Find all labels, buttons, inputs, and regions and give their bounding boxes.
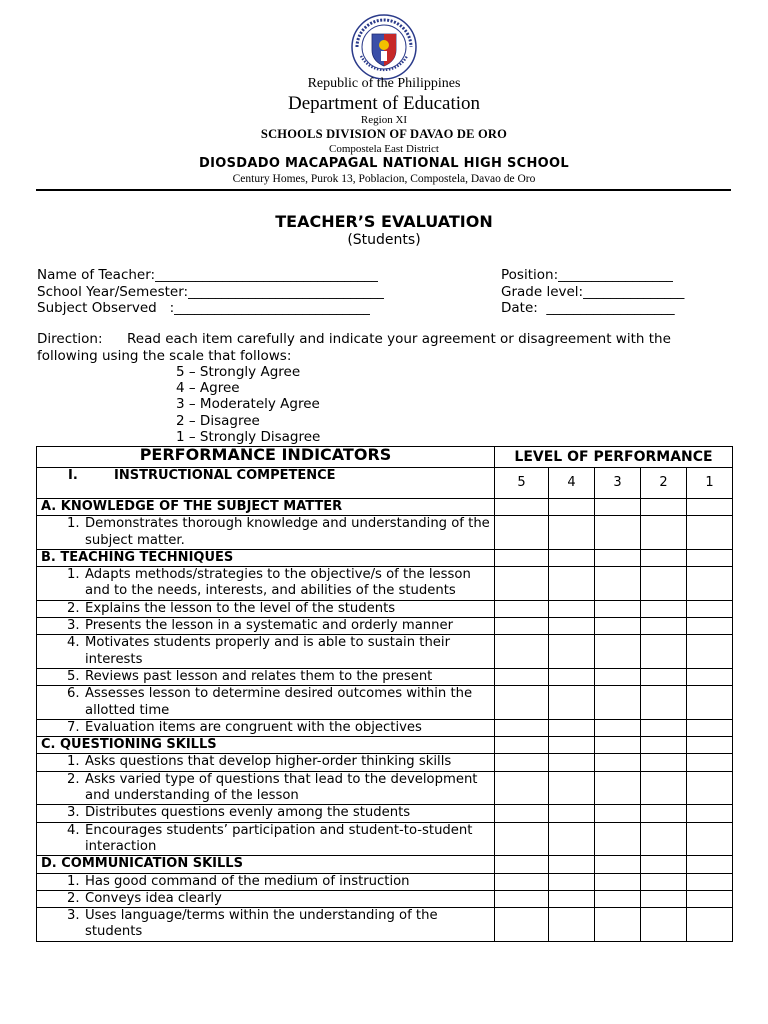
rating-cell[interactable]: [595, 890, 641, 907]
indicator-number: 3.: [67, 618, 80, 634]
indicator-cell: [37, 822, 495, 856]
indicator-number: 1.: [67, 567, 80, 583]
rating-cell[interactable]: [595, 805, 641, 822]
indicator-row: [37, 822, 733, 856]
section-title: C. QUESTIONING SKILLS: [37, 737, 495, 754]
rating-cell[interactable]: [495, 600, 549, 617]
performance-indicators-header: PERFORMANCE INDICATORS: [37, 447, 495, 468]
rating-cell[interactable]: [495, 567, 549, 601]
section-row: [37, 856, 733, 873]
rating-cell[interactable]: [641, 908, 687, 942]
level-1-header: 1: [687, 468, 733, 499]
indicator-number: 3.: [67, 908, 80, 924]
indicator-row: [37, 668, 733, 685]
rating-cell[interactable]: [687, 873, 733, 890]
scale-item: 5 – Strongly Agree: [176, 364, 301, 380]
rating-cell[interactable]: [687, 567, 733, 601]
rating-cell[interactable]: [641, 873, 687, 890]
indicator-text: Encourages students’ participation and student-to-student interaction: [85, 822, 473, 854]
rating-cell-empty: [595, 499, 641, 516]
rating-cell[interactable]: [641, 754, 687, 771]
rating-cell[interactable]: [641, 890, 687, 907]
indicator-row: [37, 600, 733, 617]
rating-cell-empty: [595, 549, 641, 566]
rating-cell[interactable]: [495, 754, 549, 771]
rating-cell[interactable]: [495, 719, 549, 736]
rating-cell[interactable]: [495, 516, 549, 550]
rating-cell[interactable]: [549, 719, 595, 736]
header-district: Compostela East District: [329, 143, 439, 155]
indicator-row: [37, 771, 733, 805]
rating-cell[interactable]: [595, 908, 641, 942]
indicator-row: [37, 805, 733, 822]
indicator-text: Demonstrates thorough knowledge and understanding of the subject matter.: [85, 516, 490, 548]
rating-cell-empty: [641, 737, 687, 754]
evaluation-table: [36, 446, 733, 942]
rating-cell[interactable]: [641, 822, 687, 856]
rating-cell[interactable]: [641, 771, 687, 805]
rating-cell[interactable]: [595, 600, 641, 617]
direction-paragraph: [37, 331, 731, 364]
direction-label: Direction:: [37, 331, 103, 347]
indicator-number: 4.: [67, 635, 80, 651]
rating-cell[interactable]: [549, 635, 595, 669]
indicator-number: 4.: [67, 822, 80, 838]
indicator-text: Conveys idea clearly: [85, 890, 222, 906]
rating-cell[interactable]: [595, 822, 641, 856]
rating-cell-empty: [549, 737, 595, 754]
header-division: SCHOOLS DIVISION OF DAVAO DE ORO: [260, 127, 508, 141]
rating-cell[interactable]: [641, 805, 687, 822]
indicator-text: Adapts methods/strategies to the objective/s of the lesson and to the needs, interests, and abilities of the students: [85, 567, 471, 599]
rating-cell[interactable]: [595, 668, 641, 685]
indicator-cell: [37, 754, 495, 771]
rating-cell[interactable]: [687, 908, 733, 942]
indicator-number: 5.: [67, 668, 80, 684]
rating-cell[interactable]: [495, 822, 549, 856]
rating-cell[interactable]: [641, 668, 687, 685]
rating-cell[interactable]: [595, 686, 641, 720]
indicator-cell: [37, 805, 495, 822]
rating-cell-empty: [641, 549, 687, 566]
level-5-header: 5: [495, 468, 549, 499]
rating-cell-empty: [687, 856, 733, 873]
level-of-performance-header: LEVEL OF PERFORMANCE: [495, 447, 733, 468]
header-region: Region XI: [360, 114, 408, 126]
indicator-text: Assesses lesson to determine desired outcomes within the allotted time: [85, 686, 473, 718]
name-of-teacher-field[interactable]: Name of Teacher:_________________________________: [37, 267, 378, 283]
rating-cell-empty: [641, 856, 687, 873]
indicator-cell: [37, 668, 495, 685]
rating-cell[interactable]: [549, 908, 595, 942]
header-republic: Republic of the Philippines: [307, 76, 461, 91]
rating-cell[interactable]: [687, 754, 733, 771]
school-year-field[interactable]: School Year/Semester:_____________________________: [37, 284, 384, 300]
date-field[interactable]: Date: ___________________: [501, 300, 675, 316]
rating-cell-empty: [495, 499, 549, 516]
rating-cell-empty: [687, 549, 733, 566]
indicator-text: Explains the lesson to the level of the students: [85, 600, 396, 616]
level-2-header: 2: [641, 468, 687, 499]
competence-number: I.: [68, 468, 78, 483]
rating-cell[interactable]: [687, 822, 733, 856]
section-row: [37, 737, 733, 754]
section-row: [37, 499, 733, 516]
indicator-text: Distributes questions evenly among the students: [85, 805, 411, 821]
rating-cell[interactable]: [687, 890, 733, 907]
indicator-text: Asks questions that develop higher-order thinking skills: [85, 754, 452, 770]
direction-text: Read each item carefully and indicate your agreement or disagreement with the following using the scale that follows:: [37, 331, 671, 364]
rating-cell[interactable]: [641, 618, 687, 635]
rating-cell[interactable]: [595, 719, 641, 736]
rating-cell[interactable]: [641, 635, 687, 669]
indicator-cell: [37, 771, 495, 805]
rating-cell[interactable]: [495, 805, 549, 822]
rating-cell[interactable]: [687, 771, 733, 805]
rating-cell[interactable]: [641, 719, 687, 736]
rating-cell[interactable]: [549, 890, 595, 907]
form-subtitle: (Students): [347, 232, 421, 248]
rating-cell[interactable]: [549, 600, 595, 617]
header-address: Century Homes, Purok 13, Poblacion, Compostela, Davao de Oro: [232, 173, 536, 185]
indicator-row: [37, 873, 733, 890]
indicator-row: [37, 719, 733, 736]
rating-cell[interactable]: [549, 771, 595, 805]
indicator-row: [37, 618, 733, 635]
deped-seal-logo: [351, 14, 417, 80]
rating-cell[interactable]: [595, 567, 641, 601]
form-title: TEACHER’S EVALUATION: [275, 212, 493, 231]
rating-cell[interactable]: [549, 754, 595, 771]
rating-cell[interactable]: [595, 754, 641, 771]
rating-cell[interactable]: [549, 822, 595, 856]
rating-cell[interactable]: [495, 635, 549, 669]
rating-cell[interactable]: [687, 618, 733, 635]
indicator-text: Uses language/terms within the understanding of the students: [85, 908, 438, 940]
rating-cell[interactable]: [641, 600, 687, 617]
indicator-text: Asks varied type of questions that lead to the development and understanding of the lesson: [85, 771, 478, 804]
indicator-text: Motivates students properly and is able to sustain their interests: [85, 635, 450, 667]
rating-cell-empty: [595, 737, 641, 754]
position-field[interactable]: Position:_________________: [501, 267, 673, 283]
grade-level-field[interactable]: Grade level:_______________: [501, 284, 685, 300]
header-school-name: DIOSDADO MACAPAGAL NATIONAL HIGH SCHOOL: [199, 156, 569, 171]
rating-cell-empty: [495, 856, 549, 873]
indicator-number: 1.: [67, 873, 80, 889]
rating-cell[interactable]: [495, 668, 549, 685]
indicator-row: [37, 908, 733, 942]
rating-cell[interactable]: [549, 686, 595, 720]
section-title: D. COMMUNICATION SKILLS: [37, 856, 495, 873]
rating-cell[interactable]: [687, 719, 733, 736]
rating-cell[interactable]: [495, 771, 549, 805]
indicator-cell: [37, 873, 495, 890]
rating-cell[interactable]: [549, 516, 595, 550]
rating-cell[interactable]: [549, 805, 595, 822]
indicator-row: [37, 567, 733, 601]
rating-cell[interactable]: [595, 516, 641, 550]
rating-cell-empty: [495, 737, 549, 754]
indicator-number: 2.: [67, 600, 80, 616]
rating-cell[interactable]: [641, 567, 687, 601]
indicator-text: Presents the lesson in a systematic and orderly manner: [85, 618, 454, 634]
rating-cell-empty: [549, 549, 595, 566]
indicator-number: 3.: [67, 805, 80, 821]
indicator-text: Reviews past lesson and relates them to the present: [85, 668, 433, 684]
rating-cell[interactable]: [495, 873, 549, 890]
competence-title: INSTRUCTIONAL COMPETENCE: [114, 468, 336, 483]
rating-cell[interactable]: [495, 890, 549, 907]
indicator-number: 2.: [67, 890, 80, 906]
rating-cell-empty: [495, 549, 549, 566]
rating-cell[interactable]: [495, 618, 549, 635]
rating-cell-empty: [687, 499, 733, 516]
indicator-text: Evaluation items are congruent with the objectives: [85, 719, 422, 735]
indicator-row: [37, 754, 733, 771]
header-department: Department of Education: [287, 93, 481, 114]
rating-cell[interactable]: [549, 567, 595, 601]
header-divider: [36, 189, 731, 191]
level-3-header: 3: [595, 468, 641, 499]
indicator-cell: [37, 719, 495, 736]
indicator-cell: [37, 890, 495, 907]
level-4-header: 4: [549, 468, 595, 499]
rating-cell[interactable]: [495, 686, 549, 720]
rating-cell-empty: [549, 499, 595, 516]
rating-cell[interactable]: [687, 516, 733, 550]
indicator-number: 1.: [67, 516, 80, 532]
indicator-number: 7.: [67, 719, 80, 735]
indicator-text: Has good command of the medium of instruction: [85, 873, 410, 889]
scale-item: 4 – Agree: [176, 380, 240, 397]
rating-cell[interactable]: [549, 668, 595, 685]
indicator-row: [37, 686, 733, 720]
scale-item: 3 – Moderately Agree: [176, 396, 320, 413]
indicator-row: [37, 890, 733, 907]
competence-row: [37, 468, 495, 499]
subject-observed-field[interactable]: Subject Observed :_____________________________: [37, 300, 370, 316]
indicator-row: [37, 516, 733, 550]
rating-cell[interactable]: [549, 618, 595, 635]
rating-scale: [176, 364, 320, 445]
rating-cell-empty: [641, 499, 687, 516]
rating-cell[interactable]: [687, 668, 733, 685]
rating-cell-empty: [549, 856, 595, 873]
rating-cell[interactable]: [687, 686, 733, 720]
section-row: [37, 549, 733, 566]
scale-item: 2 – Disagree: [176, 412, 260, 429]
rating-cell[interactable]: [687, 635, 733, 669]
section-title: B. TEACHING TECHNIQUES: [37, 549, 495, 566]
rating-cell[interactable]: [595, 873, 641, 890]
rating-cell[interactable]: [641, 516, 687, 550]
rating-cell[interactable]: [595, 618, 641, 635]
indicator-cell: [37, 686, 495, 720]
scale-item: 1 – Strongly Disagree: [176, 428, 321, 445]
section-title: A. KNOWLEDGE OF THE SUBJECT MATTER: [37, 499, 495, 516]
rating-cell[interactable]: [687, 600, 733, 617]
rating-cell[interactable]: [641, 686, 687, 720]
rating-cell-empty: [687, 737, 733, 754]
indicator-cell: [37, 908, 495, 942]
indicator-cell: [37, 567, 495, 601]
indicator-cell: [37, 618, 495, 635]
rating-cell[interactable]: [595, 771, 641, 805]
rating-cell[interactable]: [687, 805, 733, 822]
indicator-cell: [37, 635, 495, 669]
rating-cell[interactable]: [495, 908, 549, 942]
indicator-number: 2.: [67, 771, 80, 787]
rating-cell[interactable]: [549, 873, 595, 890]
rating-cell[interactable]: [595, 635, 641, 669]
indicator-row: [37, 635, 733, 669]
indicator-cell: [37, 600, 495, 617]
indicator-number: 1.: [67, 754, 80, 770]
rating-cell-empty: [595, 856, 641, 873]
indicator-cell: [37, 516, 495, 550]
indicator-number: 6.: [67, 686, 80, 702]
